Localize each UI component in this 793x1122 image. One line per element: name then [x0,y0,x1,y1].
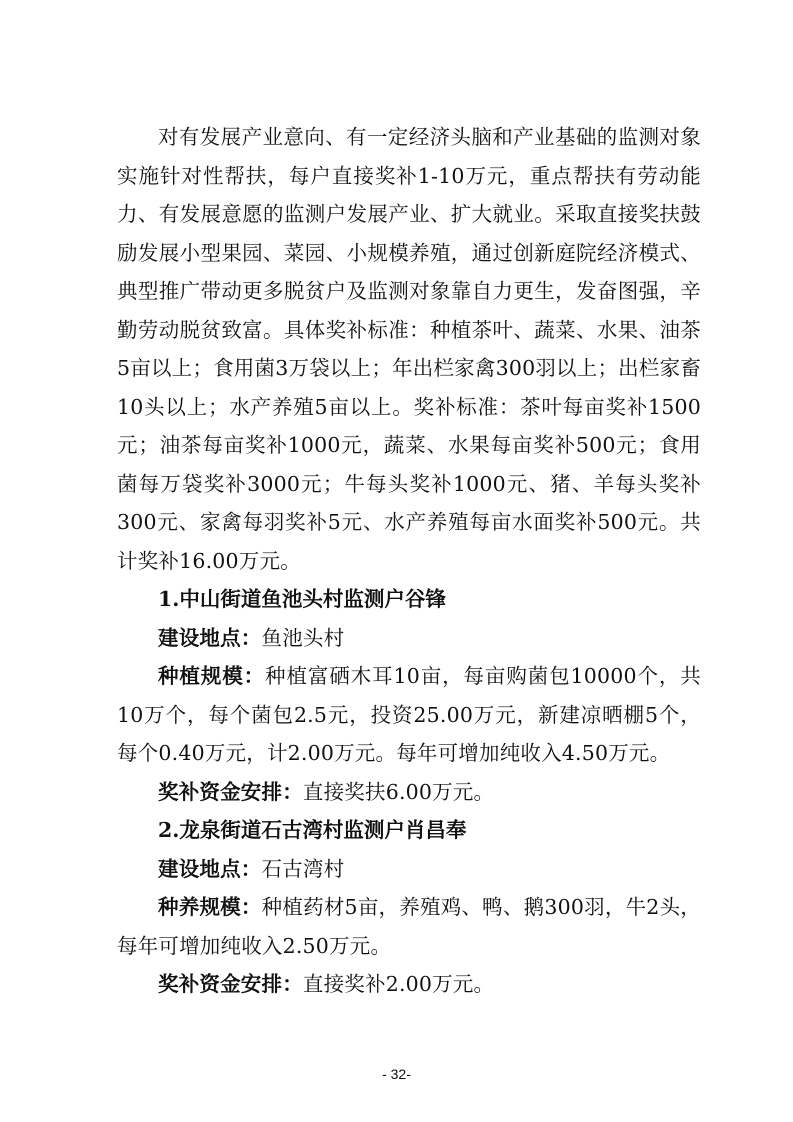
document-body [117,118,701,1004]
project-2-scale-label: 种养规模： [158,895,262,919]
project-1-location [117,619,701,658]
project-1-scale-value: 种植富硒木耳10亩，每亩购菌包10000个，共10万个，每个菌包2.5元，投资25.00万元，新建凉晒棚5个，每个0.40万元，计2.00万元。每年可增加纯收入4.50万元。 [117,664,701,765]
project-1-location-value: 鱼池头村 [261,625,345,650]
project-2-funding [117,965,701,1004]
intro-paragraph: 对有发展产业意向、有一定经济头脑和产业基础的监测对象实施针对性帮扶，每户直接奖补1-10万元，重点帮扶有劳动能力、有发展意愿的监测户发展产业、扩大就业。采取直接奖扶鼓励发展小型果园、菜园、小规模养殖，通过创新庭院经济模式、典型推广带动更多脱贫户及监测对象靠自力更生，发奋图强，辛勤劳动脱贫致富。具体奖补标准：种植茶叶、蔬菜、水果、油茶5亩以上；食用菌3万袋以上；年出栏家禽300羽以上；出栏家畜10头以上；水产养殖5亩以上。奖补标准：茶叶每亩奖补1500元；油茶每亩奖补1000元，蔬菜、水果每亩奖补500元；食用菌每万袋奖补3000元；牛每头奖补1000元、猪、羊每头奖补300元、家禽每羽奖补5元、水产养殖每亩水面奖补500元。共计奖补16.00万元。 [117,125,701,573]
project-1-location-label: 建设地点： [158,625,262,650]
project-2-scale-value: 种植药材5亩，养殖鸡、鸭、鹅300羽，牛2头，每年可增加纯收入2.50万元。 [117,895,702,958]
project-1-funding-label: 奖补资金安排： [158,779,303,804]
project-1-scale [117,657,701,773]
project-2-location [117,850,701,889]
project-2-location-value: 石古湾村 [261,856,345,881]
project-2-location-label: 建设地点： [158,856,262,881]
project-2-scale [117,888,701,965]
project-1-funding [117,773,701,812]
project-2-title: 2.龙泉街道石古湾村监测户肖昌奉 [158,818,467,842]
project-1-title: 1.中山街道鱼池头村监测户谷锋 [158,587,446,611]
page-number: - 32- [382,1066,411,1082]
project-1-scale-label: 种植规模： [158,664,266,688]
project-2-funding-value: 直接奖补2.00万元。 [302,972,495,996]
project-1-funding-value: 直接奖扶6.00万元。 [302,779,495,804]
project-2-funding-label: 奖补资金安排： [158,972,303,996]
